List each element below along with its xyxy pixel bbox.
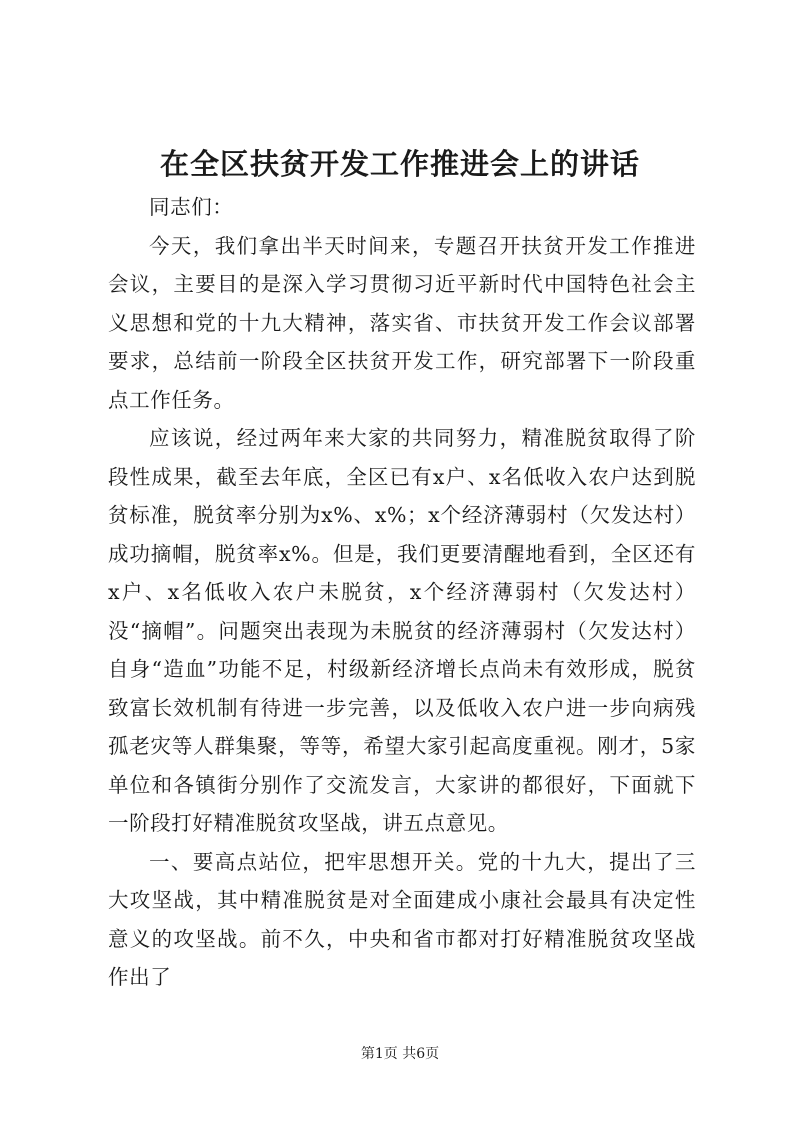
document-body (108, 188, 696, 997)
page-number-footer: 第1页 共6页 (360, 1046, 440, 1062)
body-paragraph: 一、要高点站位，把牢思想开关。党的十九大，提出了三大攻坚战，其中精准脱贫是对全面建成小康社会最具有决定性意义的攻坚战。前不久，中央和省市都对打好精准脱贫攻坚战作出了 (108, 849, 696, 989)
greeting-paragraph: 同志们： (149, 195, 234, 219)
document-title: 在全区扶贫开发工作推进会上的讲话 (159, 147, 640, 181)
body-paragraph: 应该说，经过两年来大家的共同努力，精准脱贫取得了阶段性成果，截至去年底，全区已有x户、x名低收入农户达到脱贫标准，脱贫率分别为x%、x%；x个经济薄弱村（欠发达村）成功摘帽，脱贫率x%。但是，我们更要清醒地看到，全区还有x户、x名低收入农户未脱贫，x个经济薄弱村（欠发达村）没“摘帽”。问题突出表现为未脱贫的经济薄弱村（欠发达村）自身“造血”功能不足，村级新经济增长点尚未有效形成，脱贫致富长效机制有待进一步完善，以及低收入农户进一步向病残孤老灾等人群集聚，等等，希望大家引起高度重视。刚才，5家单位和各镇街分别作了交流发言，大家讲的都很好，下面就下一阶段打好精准脱贫攻坚战，讲五点意见。 (108, 426, 696, 835)
body-paragraph: 今天，我们拿出半天时间来，专题召开扶贫开发工作推进会议，主要目的是深入学习贯彻习近平新时代中国特色社会主义思想和党的十九大精神，落实省、市扶贫开发工作会议部署要求，总结前一阶段全区扶贫开发工作，研究部署下一阶段重点工作任务。 (108, 233, 696, 412)
